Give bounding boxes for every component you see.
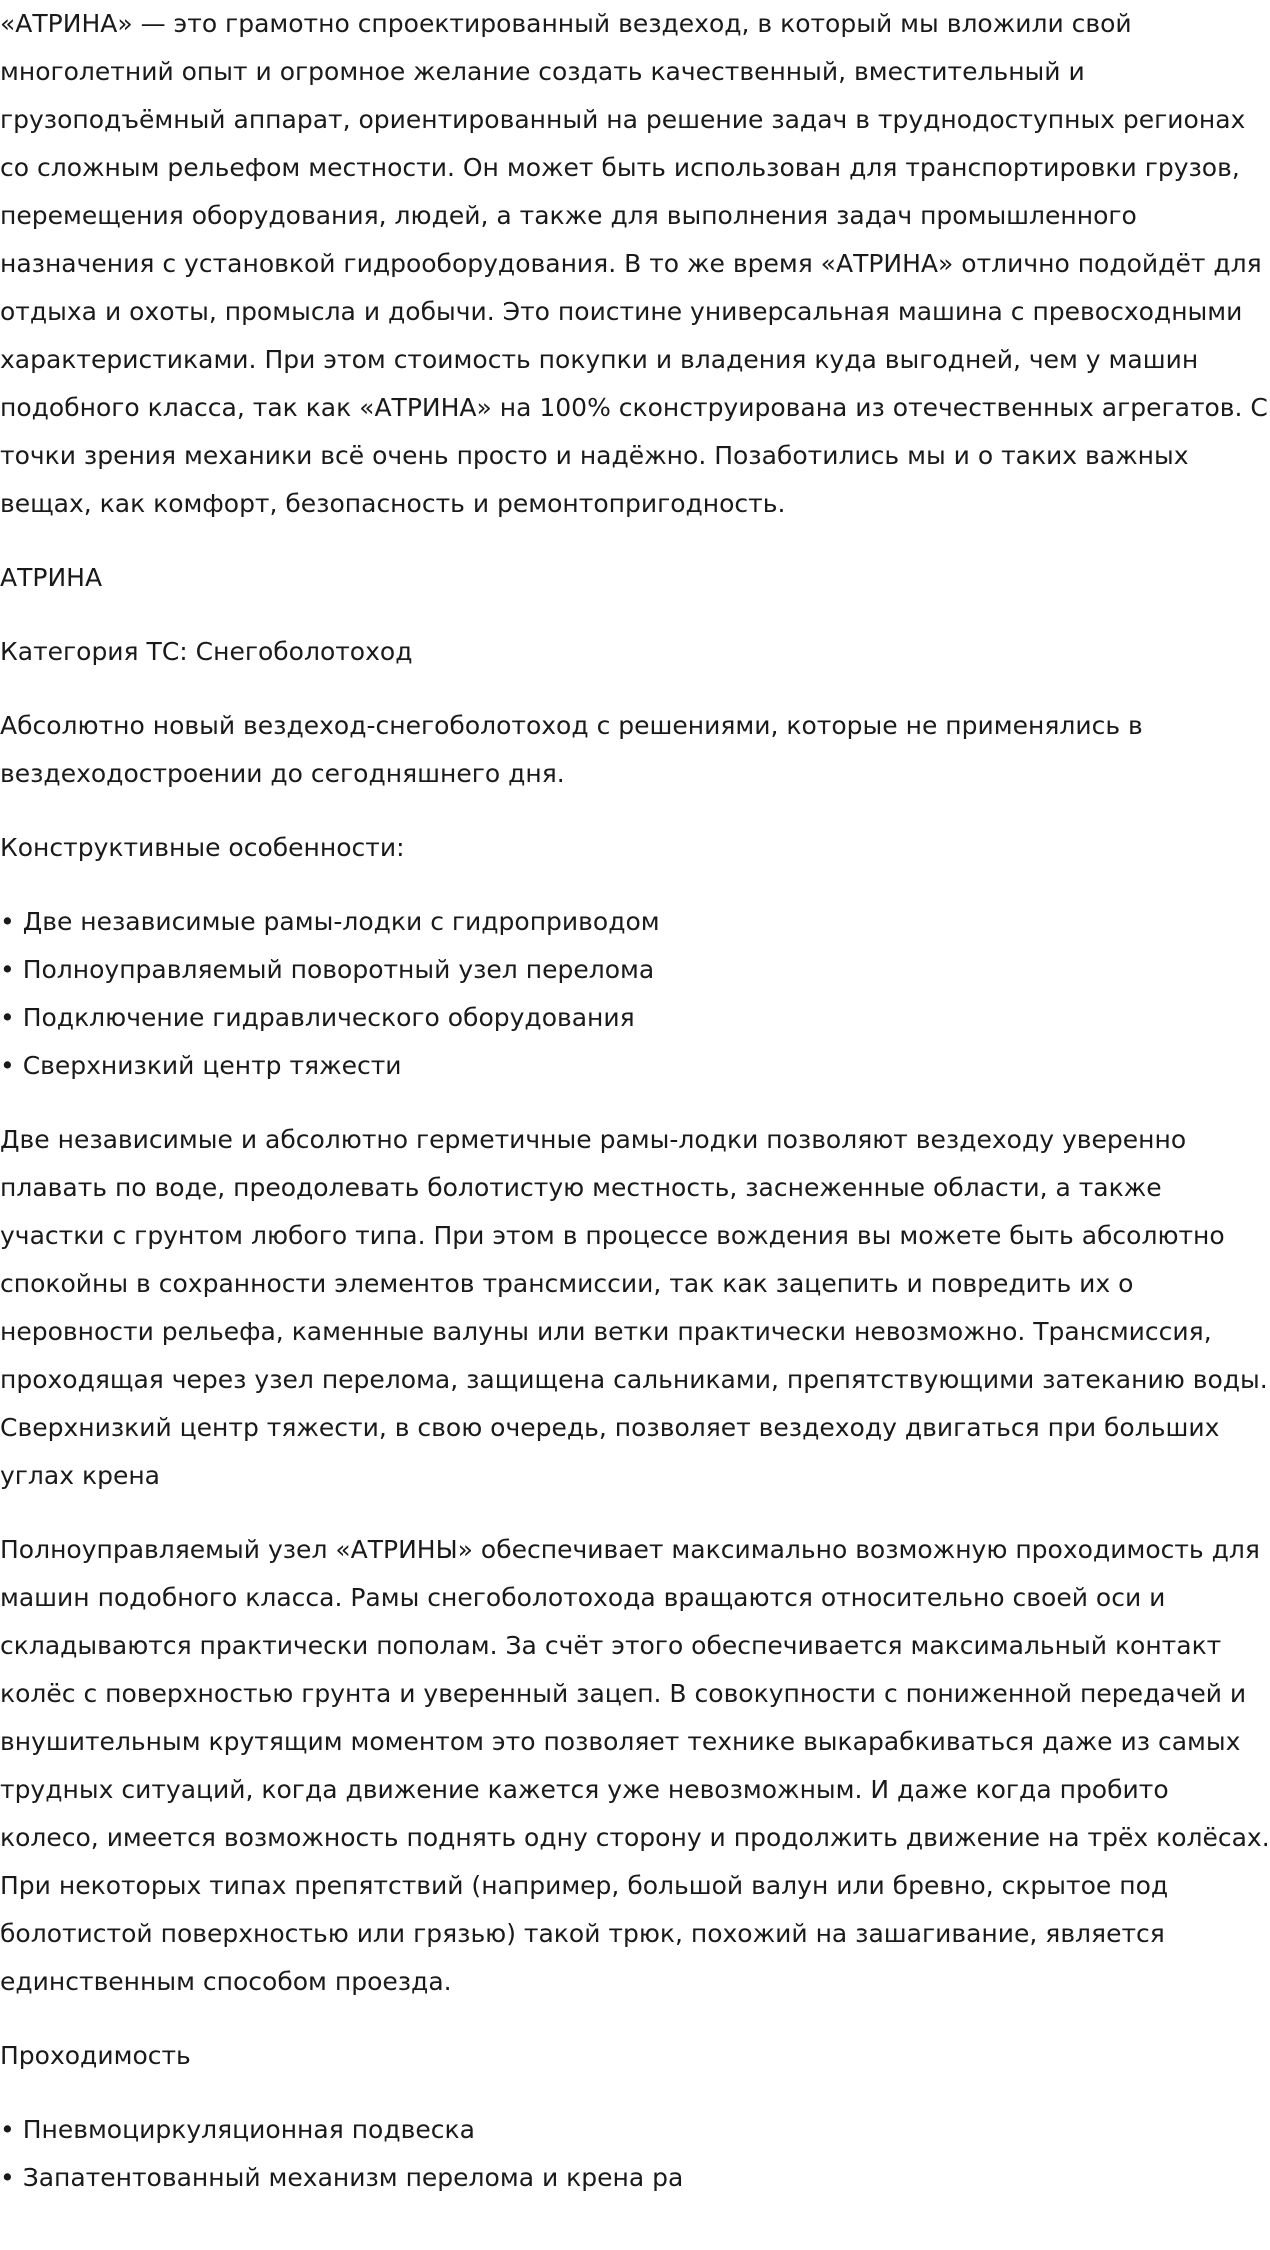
list-item: • Пневмоциркуляционная подвеска [0,2115,475,2144]
list-item: • Запатентованный механизм перелома и крена ра [0,2163,684,2192]
list-item: • Полноуправляемый поворотный узел перелома [0,955,655,984]
tagline-paragraph: Абсолютно новый вездеход-снегоболотоход с решениями, которые не применялись в вездеходостроении до сегодняшнего дня. [0,711,1143,788]
model-name: АТРИНА [0,563,103,592]
vehicle-category: Категория ТС: Снегоболотоход [0,637,413,666]
passability-heading: Проходимость [0,2041,191,2070]
joint-paragraph: Полноуправляемый узел «АТРИНЫ» обеспечивает максимально возможную проходимость для машин подобного класса. Рамы снегоболотохода вращаются относительно своей оси и складываются практически пополам. За счёт этого обеспечивается максимальный контакт колёс с поверхностью грунта и уверенный зацеп. В совокупности с пониженной передачей и внушительным крутящим моментом это позволяет технике выкарабкиваться даже из самых трудных ситуаций, когда движение кажется уже невозможным. И даже когда пробито колесо, имеется возможность поднять одну сторону и продолжить движение на трёх колёсах. При некоторых типах препятствий (например, большой валун или бревно, скрытое под болотистой поверхностью или грязью) такой трюк, похожий на зашагивание, является единственным способом проезда. [0,1535,1270,1996]
list-item: • Подключение гидравлического оборудования [0,1003,635,1032]
features-list [0,898,1270,1090]
list-item: • Две независимые рамы-лодки с гидроприводом [0,907,660,936]
list-item: • Сверхнизкий центр тяжести [0,1051,402,1080]
frames-paragraph: Две независимые и абсолютно герметичные рамы-лодки позволяют вездеходу уверенно плавать по воде, преодолевать болотистую местность, заснеженные области, а также участки с грунтом любого типа. При этом в процессе вождения вы можете быть абсолютно спокойны в сохранности элементов трансмиссии, так как зацепить и повредить их о неровности рельефа, каменные валуны или ветки практически невозможно. Трансмиссия, проходящая через узел перелома, защищена сальниками, препятствующими затеканию воды. Сверхнизкий центр тяжести, в свою очередь, позволяет вездеходу двигаться при больших углах крена [0,1125,1268,1490]
features-heading: Конструктивные особенности: [0,833,405,862]
intro-paragraph: «АТРИНА» — это грамотно спроектированный вездеход, в который мы вложили свой многолетний опыт и огромное желание создать качественный, вместительный и грузоподъёмный аппарат, ориентированный на решение задач в труднодоступных регионах со сложным рельефом местности. Он может быть использован для транспортировки грузов, перемещения оборудования, людей, а также для выполнения задач промышленного назначения с установкой гидрооборудования. В то же время «АТРИНА» отлично подойдёт для отдыха и охоты, промысла и добычи. Это поистине универсальная машина с превосходными характеристиками. При этом стоимость покупки и владения куда выгодней, чем у машин подобного класса, так как «АТРИНА» на 100% сконструирована из отечественных агрегатов. С точки зрения механики всё очень просто и надёжно. Позаботились мы и о таких важных вещах, как комфорт, безопасность и ремонтопригодность. [0,9,1268,518]
passability-list [0,2106,1270,2202]
